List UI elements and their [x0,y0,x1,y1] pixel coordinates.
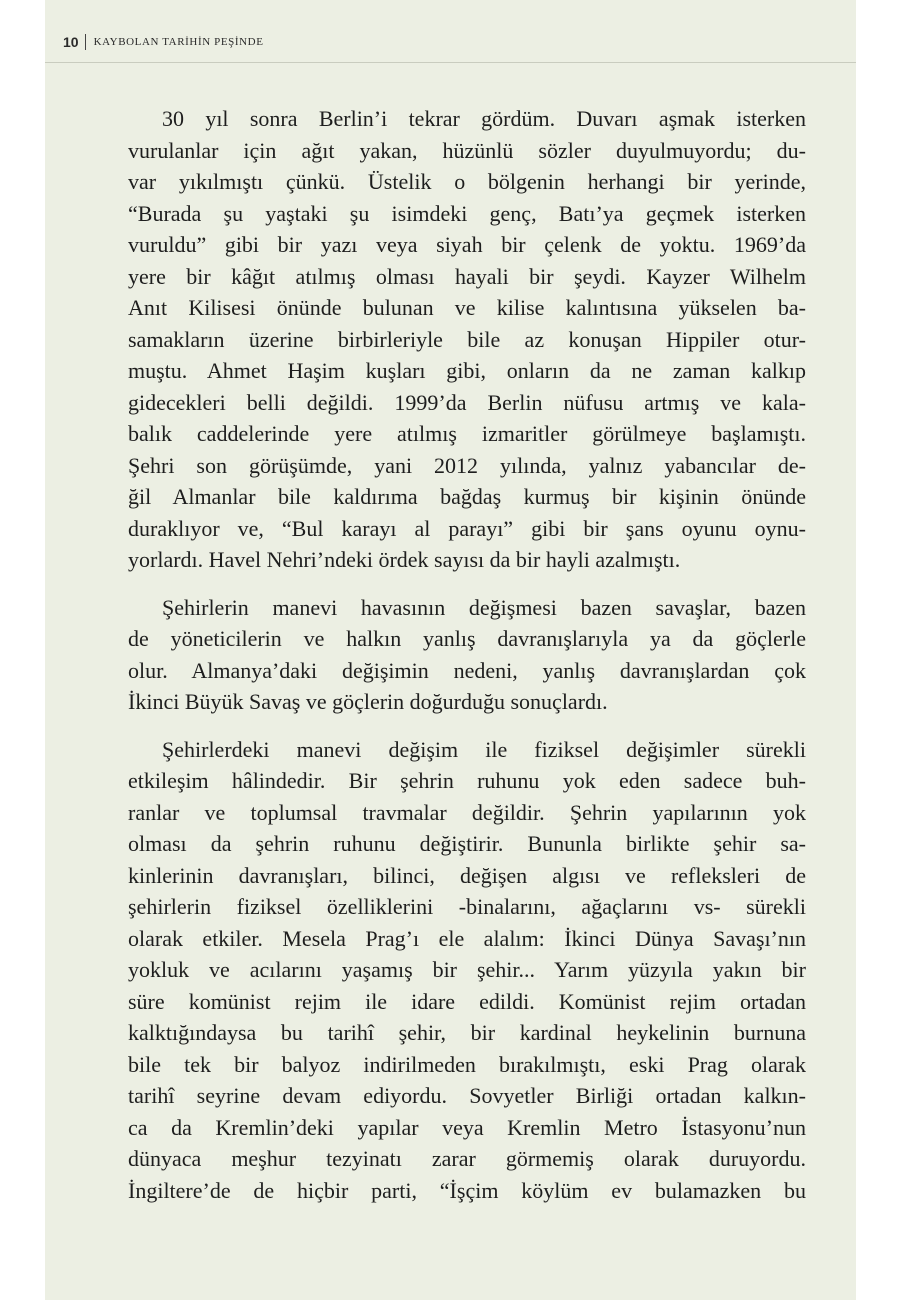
text-line: olması da şehrin ruhunu değiştirir. Bununla birlikte şehir sa- [128,831,806,856]
text-line: yorlardı. Havel Nehri’ndeki ördek sayısı da bir hayli azalmıştı. [128,547,681,572]
text-line: ca da Kremlin’deki yapılar veya Kremlin Metro İstasyonu’nun [128,1114,806,1140]
text-line: Şehri son görüşümde, yani 2012 yılında, yalnız yabancılar de- [128,452,806,478]
text-line: şehirlerin fiziksel özelliklerini -binalarını, ağaçlarını vs- sürekli [128,894,806,919]
text-line: duraklıyor ve, “Bul karayı al parayı” gibi bir şans oyunu oynu- [128,515,806,541]
text-line: dünyaca meşhur tezyinatı zarar görmemiş olarak duruyordu. [128,1146,806,1171]
text-line: kalktığındaysa bu tarihî şehir, bir kardinal heykelinin burnuna [128,1020,806,1045]
text-line: olarak etkiler. Mesela Prag’ı ele alalım: İkinci Dünya Savaşı’nın [128,925,806,951]
running-head [63,30,264,54]
body-text [128,103,806,1222]
text-line: İngiltere’de de hiçbir parti, “İşçim köylüm ev bulamazken bu [128,1177,806,1203]
text-line: kinlerinin davranışları, bilinci, değişen algısı ve refleksleri de [128,862,806,888]
book-title: KAYBOLAN TARİHİN PEŞİNDE [93,36,264,48]
text-line: yere bir kâğıt atılmış olması hayali bir şeydi. Kayzer Wilhelm [128,263,806,289]
header-divider [85,34,86,50]
paragraph [128,592,806,718]
header-rule [45,62,856,63]
text-line: var yıkılmıştı çünkü. Üstelik o bölgenin herhangi bir yerinde, [128,169,806,194]
text-line: vuruldu” gibi bir yazı veya siyah bir çelenk de yoktu. 1969’da [128,232,806,257]
text-line: 30 yıl sonra Berlin’i tekrar gördüm. Duvarı aşmak isterken [162,106,806,131]
text-line: Anıt Kilisesi önünde bulunan ve kilise kalıntısına yükselen ba- [128,295,806,320]
paragraph [128,103,806,576]
text-line: gidecekleri belli değildi. 1999’da Berlin nüfusu artmış ve kala- [128,389,806,415]
text-line: Şehirlerdeki manevi değişim ile fiziksel değişimler sürekli [162,736,806,762]
text-line: süre komünist rejim ile idare edildi. Komünist rejim ortadan [128,988,806,1014]
text-line: bile tek bir balyoz indirilmeden bırakılmıştı, eski Prag olarak [128,1051,806,1077]
text-line: ranlar ve toplumsal travmalar değildir. Şehrin yapılarının yok [128,799,806,825]
paragraph [128,734,806,1207]
text-line: olur. Almanya’daki değişimin nedeni, yanlış davranışlardan çok [128,657,806,683]
text-line: Şehirlerin manevi havasının değişmesi bazen savaşlar, bazen [162,594,806,620]
text-line: etkileşim hâlindedir. Bir şehrin ruhunu yok eden sadece buh- [128,768,806,793]
book-page [45,0,856,1300]
text-line: vurulanlar için ağıt yakan, hüzünlü sözler duyulmuyordu; du- [128,137,806,163]
page-number: 10 [63,34,79,50]
text-line: muştu. Ahmet Haşim kuşları gibi, onların da ne zaman kalkıp [128,358,806,383]
text-line: tarihî seyrine devam ediyordu. Sovyetler Birliği ortadan kalkın- [128,1083,806,1108]
text-line: samakların üzerine birbirleriyle bile az konuşan Hippiler otur- [128,326,806,352]
text-line: İkinci Büyük Savaş ve göçlerin doğurduğu sonuçlardı. [128,689,608,714]
text-line: balık caddelerinde yere atılmış izmaritler görülmeye başlamıştı. [128,421,806,446]
text-line: “Burada şu yaştaki şu isimdeki genç, Batı’ya geçmek isterken [128,200,806,226]
text-line: de yöneticilerin ve halkın yanlış davranışlarıyla ya da göçlerle [128,626,806,651]
text-line: ğil Almanlar bile kaldırıma bağdaş kurmuş bir kişinin önünde [128,484,806,509]
text-line: yokluk ve acılarını yaşamış bir şehir... Yarım yüzyıla yakın bir [128,957,806,982]
